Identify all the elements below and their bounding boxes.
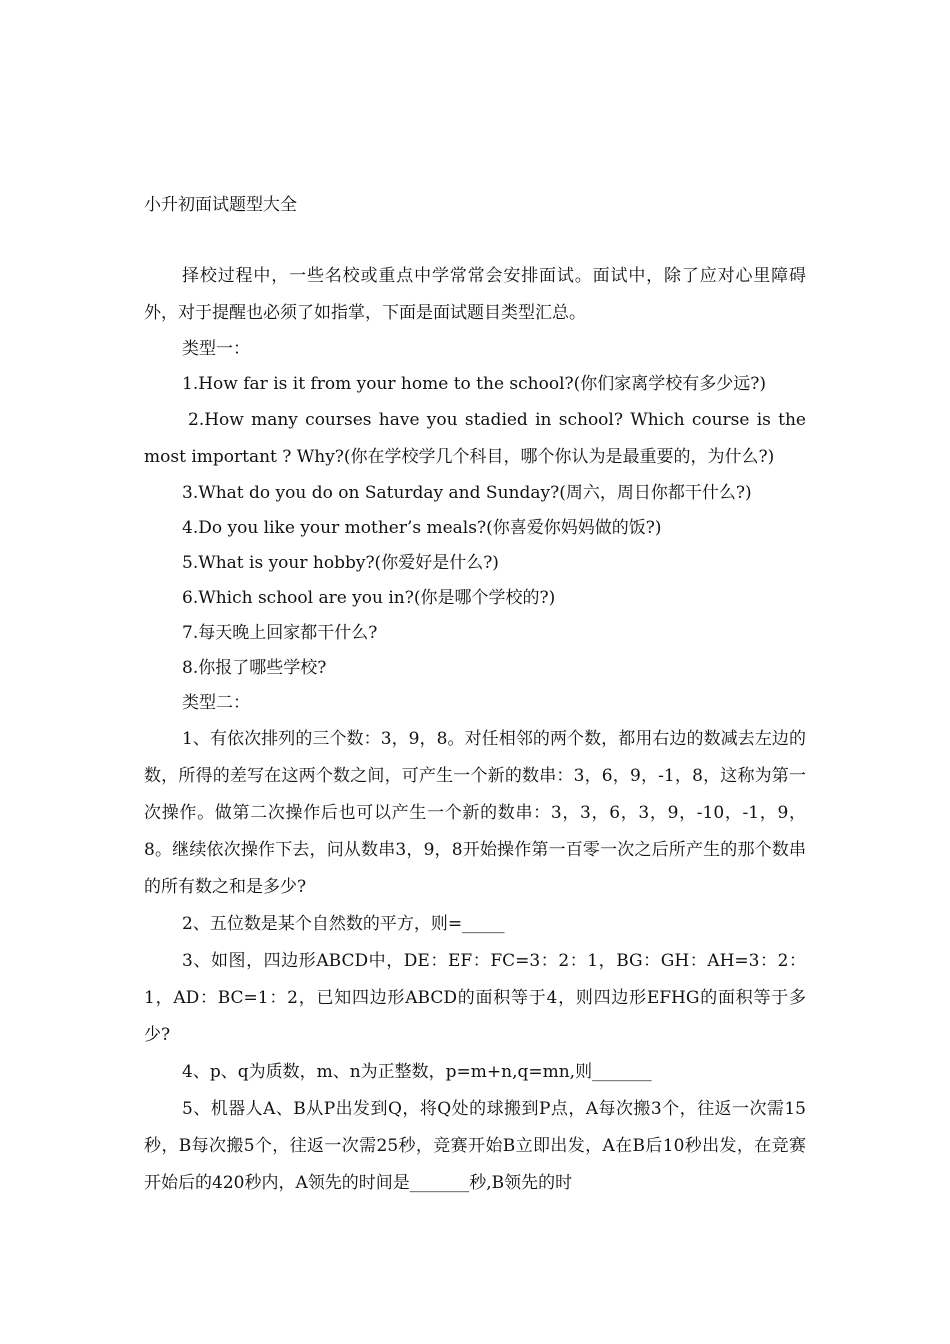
type1-question-3: 3.What do you do on Saturday and Sunday?(周六，周日你都干什么?) <box>182 483 752 503</box>
document-body <box>144 258 806 1202</box>
document-title: 小升初面试题型大全 <box>144 195 297 215</box>
type2-question-3: 3、如图，四边形ABCD中，DE：EF：FC=3：2：1，BG：GH：AH=3：2：1，AD：BC=1：2，已知四边形ABCD的面积等于4，则四边形EFHG的面积等于多少? <box>144 951 806 1045</box>
type1-question-5: 5.What is your hobby?(你爱好是什么?) <box>182 553 499 573</box>
intro-paragraph: 择校过程中，一些名校或重点中学常常会安排面试。面试中，除了应对心里障碍外，对于提醒也必须了如指掌，下面是面试题目类型汇总。 <box>144 266 806 323</box>
type1-question-4: 4.Do you like your mother’s meals?(你喜爱你妈妈做的饭?) <box>182 518 662 538</box>
type1-question-8: 8.你报了哪些学校? <box>182 658 327 678</box>
type2-heading: 类型二： <box>182 693 250 713</box>
type2-question-2: 2、五位数是某个自然数的平方，则=_____ <box>182 914 505 934</box>
type2-question-5: 5、机器人A、B从P出发到Q，将Q处的球搬到P点，A每次搬3个，往返一次需15秒，B每次搬5个，往返一次需25秒，竞赛开始B立即出发，A在B后10秒出发，在竞赛开始后的420秒内，A领先的时间是_______秒,B领先的时 <box>144 1099 806 1193</box>
type1-heading: 类型一： <box>182 339 250 359</box>
type2-question-1: 1、有依次排列的三个数：3，9，8。对任相邻的两个数，都用右边的数减去左边的数，所得的差写在这两个数之间，可产生一个新的数串：3，6，9，-1，8，这称为第一次操作。做第二次操作后也可以产生一个新的数串：3，3，6，3，9，-10，-1，9，8。继续依次操作下去，问从数串3，9，8开始操作第一百零一次之后所产生的那个数串的所有数之和是多少? <box>144 729 806 897</box>
type1-question-7: 7.每天晚上回家都干什么? <box>182 623 378 643</box>
type2-question-4: 4、p、q为质数，m、n为正整数，p=m+n,q=mn,则_______ <box>182 1062 652 1082</box>
type1-question-2: 2.How many courses have you stadied in school? Which course is the most important ? Why?(你在学校学几个科目，哪个你认为是最重要的，为什么?) <box>144 410 806 467</box>
type1-question-6: 6.Which school are you in?(你是哪个学校的?) <box>182 588 556 608</box>
type1-question-1: 1.How far is it from your home to the school?(你们家离学校有多少远?) <box>182 374 767 394</box>
